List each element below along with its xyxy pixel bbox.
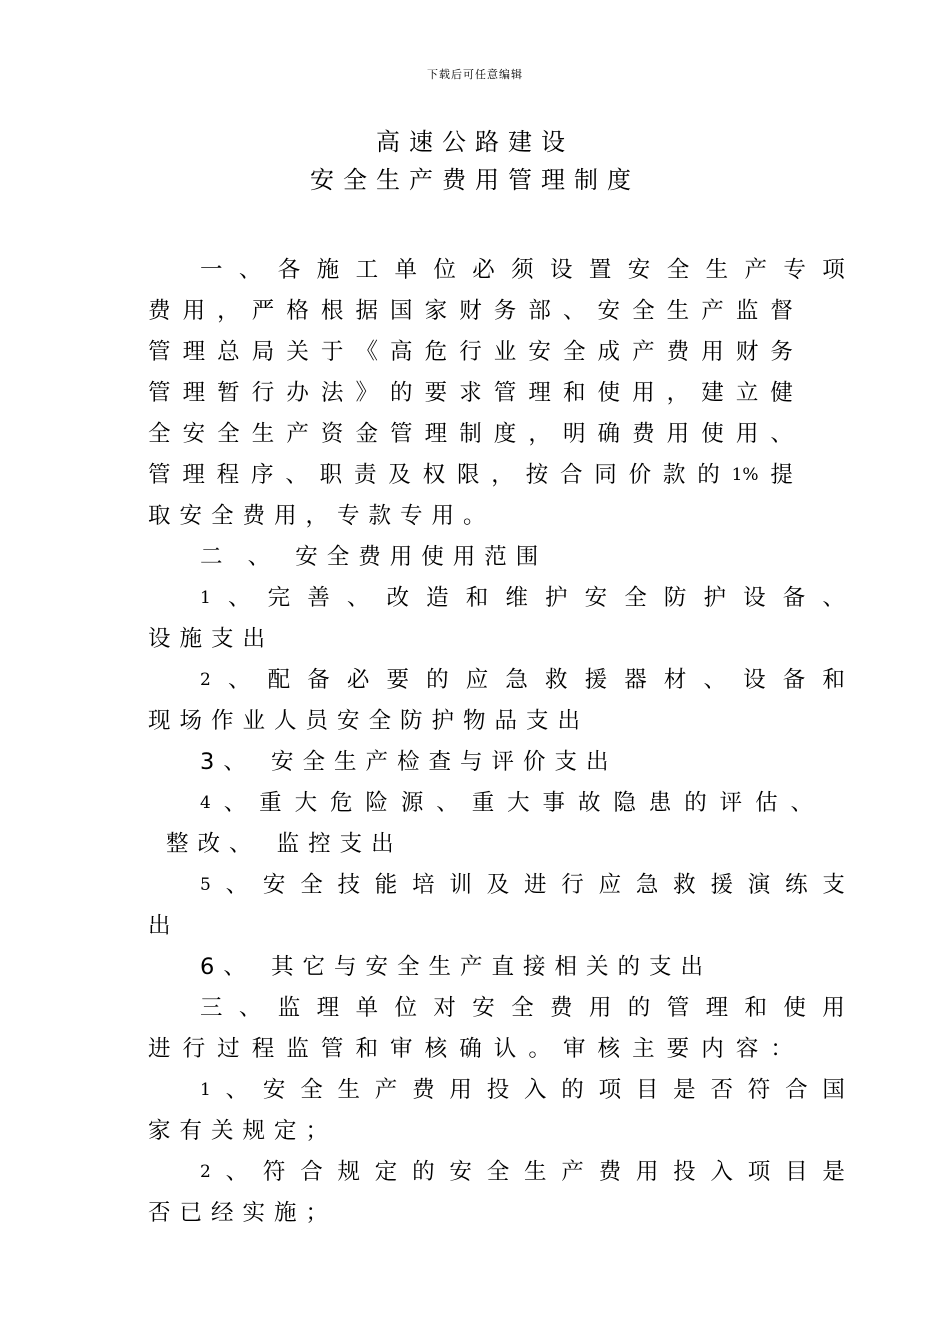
paragraph-line: 设施支出 xyxy=(148,626,275,652)
paragraph-line: 一 、 各 施 工 单 位 必 须 设 置 安 全 生 产 专 项 xyxy=(200,257,845,283)
paragraph-line: 3、 安全生产检查与评价支出 xyxy=(200,749,618,775)
paragraph-line: 否已经实施； xyxy=(148,1200,338,1226)
paragraph-line: 1 、 安 全 生 产 费 用 投 入 的 项 目 是 否 符 合 国 xyxy=(200,1077,845,1103)
paragraph-line: 2 、 符 合 规 定 的 安 全 生 产 费 用 投 入 项 目 是 xyxy=(200,1159,845,1185)
paragraph-line: 出 xyxy=(148,913,180,939)
document-title: 高速公路建设 xyxy=(376,128,574,156)
paragraph-line: 进 行 过 程 监 管 和 审 核 确 认 。 审 核 主 要 内 容 ： xyxy=(148,1036,793,1062)
paragraph-line: 管 理 总 局 关 于 《 高 危 行 业 安 全 成 产 费 用 财 务 xyxy=(148,339,793,365)
header-note: 下载后可任意编辑 xyxy=(427,68,523,81)
paragraph-line: 取安全费用，专款专用。 xyxy=(148,503,495,529)
paragraph-line: 家有关规定； xyxy=(148,1118,338,1144)
paragraph-line: 现场作业人员安全防护物品支出 xyxy=(148,708,590,734)
paragraph-line: 2 、 配 备 必 要 的 应 急 救 援 器 材 、 设 备 和 xyxy=(200,667,845,693)
paragraph-line: 管 理 程 序 、 职 责 及 权 限 ， 按 合 同 价 款 的 1% 提 xyxy=(148,462,793,488)
document-subtitle: 安全生产费用管理制度 xyxy=(310,166,640,194)
paragraph-line: 全 安 全 生 产 资 金 管 理 制 度 ， 明 确 费 用 使 用 、 xyxy=(148,421,793,447)
paragraph-line: 1 、 完 善 、 改 造 和 维 护 安 全 防 护 设 备 、 xyxy=(200,585,845,611)
paragraph-line: 二 、 安全费用使用范围 xyxy=(200,544,548,570)
paragraph-line: 三 、 监 理 单 位 对 安 全 费 用 的 管 理 和 使 用 xyxy=(200,995,845,1021)
paragraph-line: 整改、 监控支出 xyxy=(166,831,403,857)
paragraph-line: 管 理 暂 行 办 法 》 的 要 求 管 理 和 使 用 ， 建 立 健 xyxy=(148,380,793,406)
paragraph-line: 4 、 重 大 危 险 源 、 重 大 事 故 隐 患 的 评 估 、 xyxy=(200,790,813,816)
document-body xyxy=(148,250,845,1234)
paragraph-line: 6、 其它与安全生产直接相关的支出 xyxy=(200,954,712,980)
paragraph-line: 费 用 ， 严 格 根 据 国 家 财 务 部 、 安 全 生 产 监 督 xyxy=(148,298,793,324)
paragraph-line: 5 、 安 全 技 能 培 训 及 进 行 应 急 救 援 演 练 支 xyxy=(200,872,845,898)
